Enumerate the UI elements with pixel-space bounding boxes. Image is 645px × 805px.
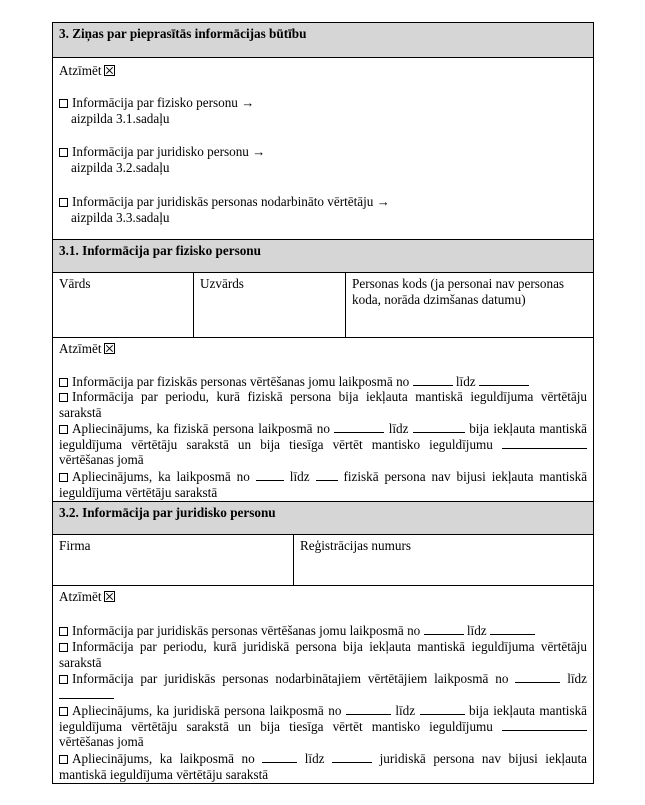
section-3-body — [53, 58, 593, 239]
section-3-header — [53, 23, 593, 58]
s32-option-certificate-included[interactable]: Apliecinājums, ka juridiskā persona laikposmā no līdz bija iekļauta mantiskā ieguldījuma vērtētāju sarakstā un bija tiesīga vērtēt mantisko ieguldījumu vērtēšanas jomā — [59, 703, 588, 750]
s32-option-period[interactable]: Informācija par periodu, kurā juridiskā persona bija iekļauta mantiskā ieguldījuma vērtētāju sarakstā — [59, 639, 587, 670]
checkbox-icon[interactable] — [59, 425, 68, 434]
section-32-header — [53, 501, 593, 535]
checkbox-icon[interactable] — [59, 148, 68, 157]
registration-number-field[interactable]: Reģistrācijas numurs — [293, 535, 593, 585]
surname-field[interactable]: Uzvārds — [193, 273, 345, 337]
firm-field[interactable]: Firma — [59, 538, 91, 553]
checked-box-icon — [104, 591, 115, 602]
checkbox-icon[interactable] — [59, 99, 68, 108]
section-31-mark-row: Atzīmēt — [59, 341, 587, 357]
s32-option-employed-appraisers[interactable]: Informācija par juridiskās personas nodarbinātajiem vērtētājiem laikposmā no līdz — [59, 671, 587, 702]
section-32-company-row — [53, 535, 593, 586]
section-31-options — [53, 338, 593, 501]
checkbox-icon[interactable] — [59, 643, 68, 652]
checkbox-icon[interactable] — [59, 198, 68, 207]
section-32-options — [53, 586, 593, 784]
s31-option-certificate-not-included[interactable]: Apliecinājums, ka laikposmā no līdz fiziskā persona nav bijusi iekļauta mantiskā ieguldījuma vērtētāju sarakstā — [59, 469, 588, 500]
checkbox-icon[interactable] — [59, 393, 68, 402]
checkbox-icon[interactable] — [59, 473, 68, 482]
checkbox-icon[interactable] — [59, 378, 68, 387]
checkbox-icon[interactable] — [59, 755, 68, 764]
checkbox-icon[interactable] — [59, 707, 68, 716]
mark-label: Atzīmēt — [59, 63, 102, 78]
section-31-person-row — [53, 273, 593, 338]
checkbox-icon[interactable] — [59, 627, 68, 636]
s31-option-scope[interactable]: Informācija par fiziskās personas vērtēšanas jomu laikposmā no līdz — [59, 374, 587, 390]
section-3-mark-row — [59, 63, 587, 79]
s31-option-period[interactable]: Informācija par periodu, kurā fiziskā persona bija iekļauta mantiskā ieguldījuma vērtētāju sarakstā — [59, 389, 587, 420]
section-3-title: 3. Ziņas par pieprasītās informācijas būtību — [59, 26, 307, 41]
name-field[interactable]: Vārds — [59, 276, 91, 291]
s32-option-scope[interactable]: Informācija par juridiskās personas vērtēšanas jomu laikposmā no līdz — [59, 623, 587, 639]
checked-box-icon — [104, 65, 115, 76]
checked-box-icon — [104, 343, 115, 354]
section-32-mark-row: Atzīmēt — [59, 589, 587, 605]
option-natural-person[interactable]: Informācija par fizisko personu → aizpilda 3.1.sadaļu — [59, 95, 587, 126]
section-31-header — [53, 239, 593, 273]
s32-option-certificate-not-included[interactable]: Apliecinājums, ka laikposmā no līdz juridiskā persona nav bijusi iekļauta mantiskā ieguldījuma vērtētāju sarakstā — [59, 751, 588, 782]
option-employed-appraiser[interactable]: Informācija par juridiskās personas nodarbināto vērtētāju → aizpilda 3.3.sadaļu — [59, 194, 587, 225]
personal-code-field[interactable]: Personas kods (ja personai nav personas koda, norāda dzimšanas datumu) — [345, 273, 593, 337]
form-frame — [52, 22, 594, 784]
s31-option-certificate-included[interactable]: Apliecinājums, ka fiziskā persona laikposmā no līdz bija iekļauta mantiskā ieguldījuma vērtētāju sarakstā un bija tiesīga vērtēt mantisko ieguldījumu vērtēšanas jomā — [59, 421, 588, 468]
checkbox-icon[interactable] — [59, 675, 68, 684]
option-legal-person[interactable]: Informācija par juridisko personu → aizpilda 3.2.sadaļu — [59, 144, 587, 175]
section-32-title: 3.2. Informācija par juridisko personu — [59, 505, 276, 520]
section-31-title: 3.1. Informācija par fizisko personu — [59, 243, 261, 258]
